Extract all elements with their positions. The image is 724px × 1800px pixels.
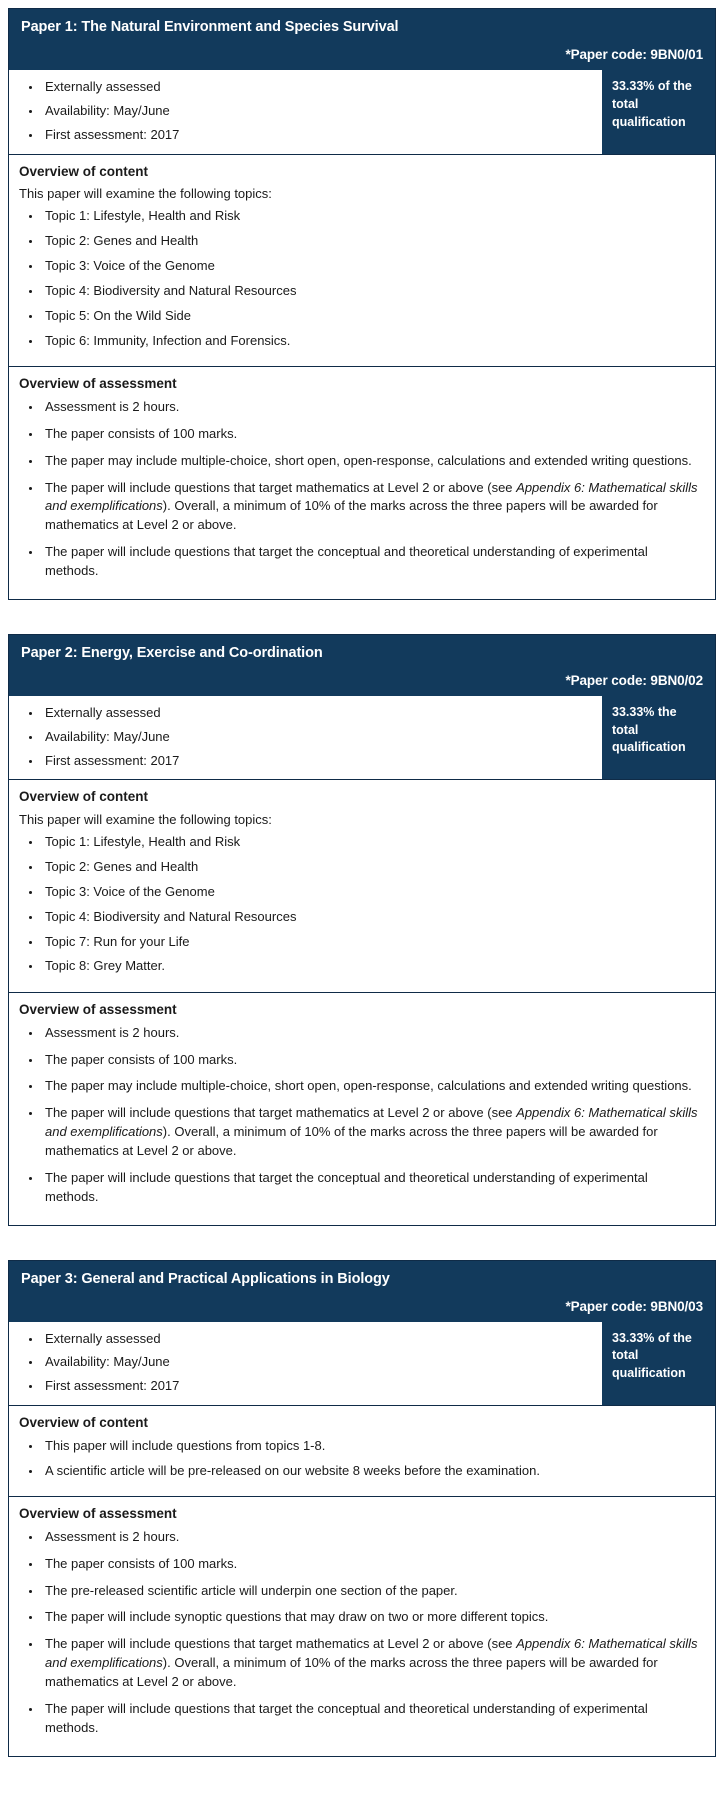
overview-of-assessment-heading: Overview of assessment [19,376,177,392]
overview-of-content-section [9,1406,715,1497]
content-topic-item: Topic 1: Lifestyle, Health and Risk [19,207,703,226]
assessment-list-item [19,1051,703,1070]
assessment-list-item [19,1077,703,1096]
assessment-list-item [19,452,703,471]
assessment-list-item [19,543,703,581]
assessment-list [19,398,703,581]
percentage-badge: 33.33% the total qualification [602,696,715,780]
assessment-text-pre: The paper will include questions that target the conceptual and theoretical understanding of experimental methods. [45,1700,648,1735]
paper-info-strip [9,1322,715,1407]
assessment-text-post: ). Overall, a minimum of 10% of the marks across the three papers will be awarded for mathematics at Level 2 or above. [45,1124,658,1158]
assessment-list-item [19,1608,703,1627]
info-list-item: Externally assessed [19,704,592,723]
assessment-text-pre: Assessment is 2 hours. [45,1024,180,1040]
assessment-text-pre: The paper consists of 100 marks. [45,1555,238,1571]
assessment-text-post: ). Overall, a minimum of 10% of the marks across the three papers will be awarded for mathematics at Level 2 or above. [45,1655,658,1689]
info-list-item: First assessment: 2017 [19,752,592,771]
content-topic-item: Topic 3: Voice of the Genome [19,257,703,276]
content-topic-item: Topic 8: Grey Matter. [19,957,703,976]
content-topic-item: This paper will include questions from topics 1-8. [19,1437,703,1456]
assessment-text-pre: The paper will include questions that target mathematics at Level 2 or above (see [45,1105,517,1121]
info-list [19,78,592,145]
overview-of-assessment-heading: Overview of assessment [19,1506,177,1522]
info-list-item: Externally assessed [19,1330,592,1349]
assessment-text-pre: The paper will include questions that target mathematics at Level 2 or above (see [45,479,517,495]
assessment-text-pre: The pre-released scientific article will underpin one section of the paper. [45,1582,458,1598]
paper-info-strip [9,696,715,781]
info-list-item: Externally assessed [19,78,592,97]
content-topic-list [19,833,703,976]
assessment-list-item [19,1700,703,1738]
paper-title: Paper 2: Energy, Exercise and Co-ordination [21,644,323,661]
info-list-item: First assessment: 2017 [19,126,592,145]
assessment-text-post: ). Overall, a minimum of 10% of the marks across the three papers will be awarded for mathematics at Level 2 or above. [45,498,658,533]
assessment-text-pre: The paper will include questions that target the conceptual and theoretical understanding of experimental methods. [45,544,648,578]
content-topic-item: Topic 4: Biodiversity and Natural Resources [19,908,703,927]
overview-of-assessment-heading: Overview of assessment [19,1002,177,1018]
content-topic-item: Topic 5: On the Wild Side [19,307,703,326]
paper-header [9,635,715,696]
overview-of-assessment-section [9,367,715,598]
assessment-list-item [19,1528,703,1547]
assessment-text-pre: The paper may include multiple-choice, short open, open-response, calculations and extended writing questions. [45,1078,692,1094]
assessment-list-item [19,1555,703,1574]
paper-header [9,1261,715,1322]
content-lead-text: This paper will examine the following topics: [19,811,272,827]
assessment-list-item [19,479,703,536]
assessment-list-item [19,1104,703,1161]
paper-title: Paper 3: General and Practical Applications in Biology [21,1270,390,1287]
assessment-text-pre: Assessment is 2 hours. [45,399,180,414]
info-list-item: Availability: May/June [19,102,592,121]
paper-block [8,8,716,600]
assessment-text-pre: The paper will include questions that target mathematics at Level 2 or above (see [45,1636,517,1652]
paper-info-bullets [9,696,602,780]
info-list [19,704,592,771]
paper-title: Paper 1: The Natural Environment and Species Survival [21,19,399,35]
paper-block [8,1260,716,1757]
assessment-text-pre: The paper will include synoptic questions that may draw on two or more different topics. [45,1609,549,1625]
percentage-badge: 33.33% of the total qualification [602,70,715,154]
paper-info-bullets [9,1322,602,1406]
overview-of-content-heading: Overview of content [19,1415,149,1431]
assessment-list-item [19,425,703,444]
overview-of-content-heading: Overview of content [19,789,149,805]
paper-code: *Paper code: 9BN0/02 [565,672,703,688]
overview-of-assessment-section [9,993,715,1224]
overview-of-assessment-section [9,1497,715,1755]
percentage-badge: 33.33% of the total qualification [602,1322,715,1406]
overview-of-content-section [9,155,715,368]
assessment-text-pre: The paper will include questions that target the conceptual and theoretical understanding of experimental methods. [45,1169,648,1204]
content-topic-item: Topic 2: Genes and Health [19,232,703,251]
assessment-list-item [19,1582,703,1601]
content-topic-item: Topic 7: Run for your Life [19,933,703,952]
assessment-text-italic: Appendix 6: Mathematical skills and exemplifications [45,1636,698,1671]
assessment-list-item [19,1169,703,1207]
assessment-list-item [19,398,703,417]
paper-code: *Paper code: 9BN0/03 [565,1298,703,1314]
assessment-text-pre: The paper consists of 100 marks. [45,1051,238,1067]
assessment-list [19,1528,703,1738]
assessment-text-italic: Appendix 6: Mathematical skills and exemplifications [45,1105,698,1140]
content-topic-item: Topic 4: Biodiversity and Natural Resources [19,282,703,301]
content-topic-item: Topic 2: Genes and Health [19,858,703,877]
info-list-item: Availability: May/June [19,728,592,747]
overview-of-content-heading: Overview of content [19,163,149,179]
content-topic-list [19,207,703,350]
content-topic-item: Topic 3: Voice of the Genome [19,883,703,902]
content-lead-text: This paper will examine the following topics: [19,186,272,202]
assessment-list-item [19,1635,703,1692]
info-list [19,1330,592,1397]
content-topic-item: A scientific article will be pre-released on our website 8 weeks before the examination. [19,1462,703,1481]
assessment-list [19,1024,703,1207]
paper-blocks-container [8,8,716,1757]
info-list-item: First assessment: 2017 [19,1377,592,1396]
assessment-text-pre: The paper may include multiple-choice, short open, open-response, calculations and extended writing questions. [45,452,692,468]
paper-header [9,9,715,70]
paper-info-bullets [9,70,602,154]
assessment-text-pre: The paper consists of 100 marks. [45,425,238,441]
paper-info-strip [9,70,715,155]
assessment-text-pre: Assessment is 2 hours. [45,1528,180,1544]
overview-of-content-section [9,780,715,993]
content-topic-item: Topic 6: Immunity, Infection and Forensics. [19,332,703,351]
assessment-text-italic: Appendix 6: Mathematical skills and exemplifications [45,479,698,514]
paper-block [8,634,716,1226]
content-topic-list [19,1437,703,1481]
content-topic-item: Topic 1: Lifestyle, Health and Risk [19,833,703,852]
paper-code: *Paper code: 9BN0/01 [565,47,703,63]
info-list-item: Availability: May/June [19,1353,592,1372]
assessment-list-item [19,1024,703,1043]
